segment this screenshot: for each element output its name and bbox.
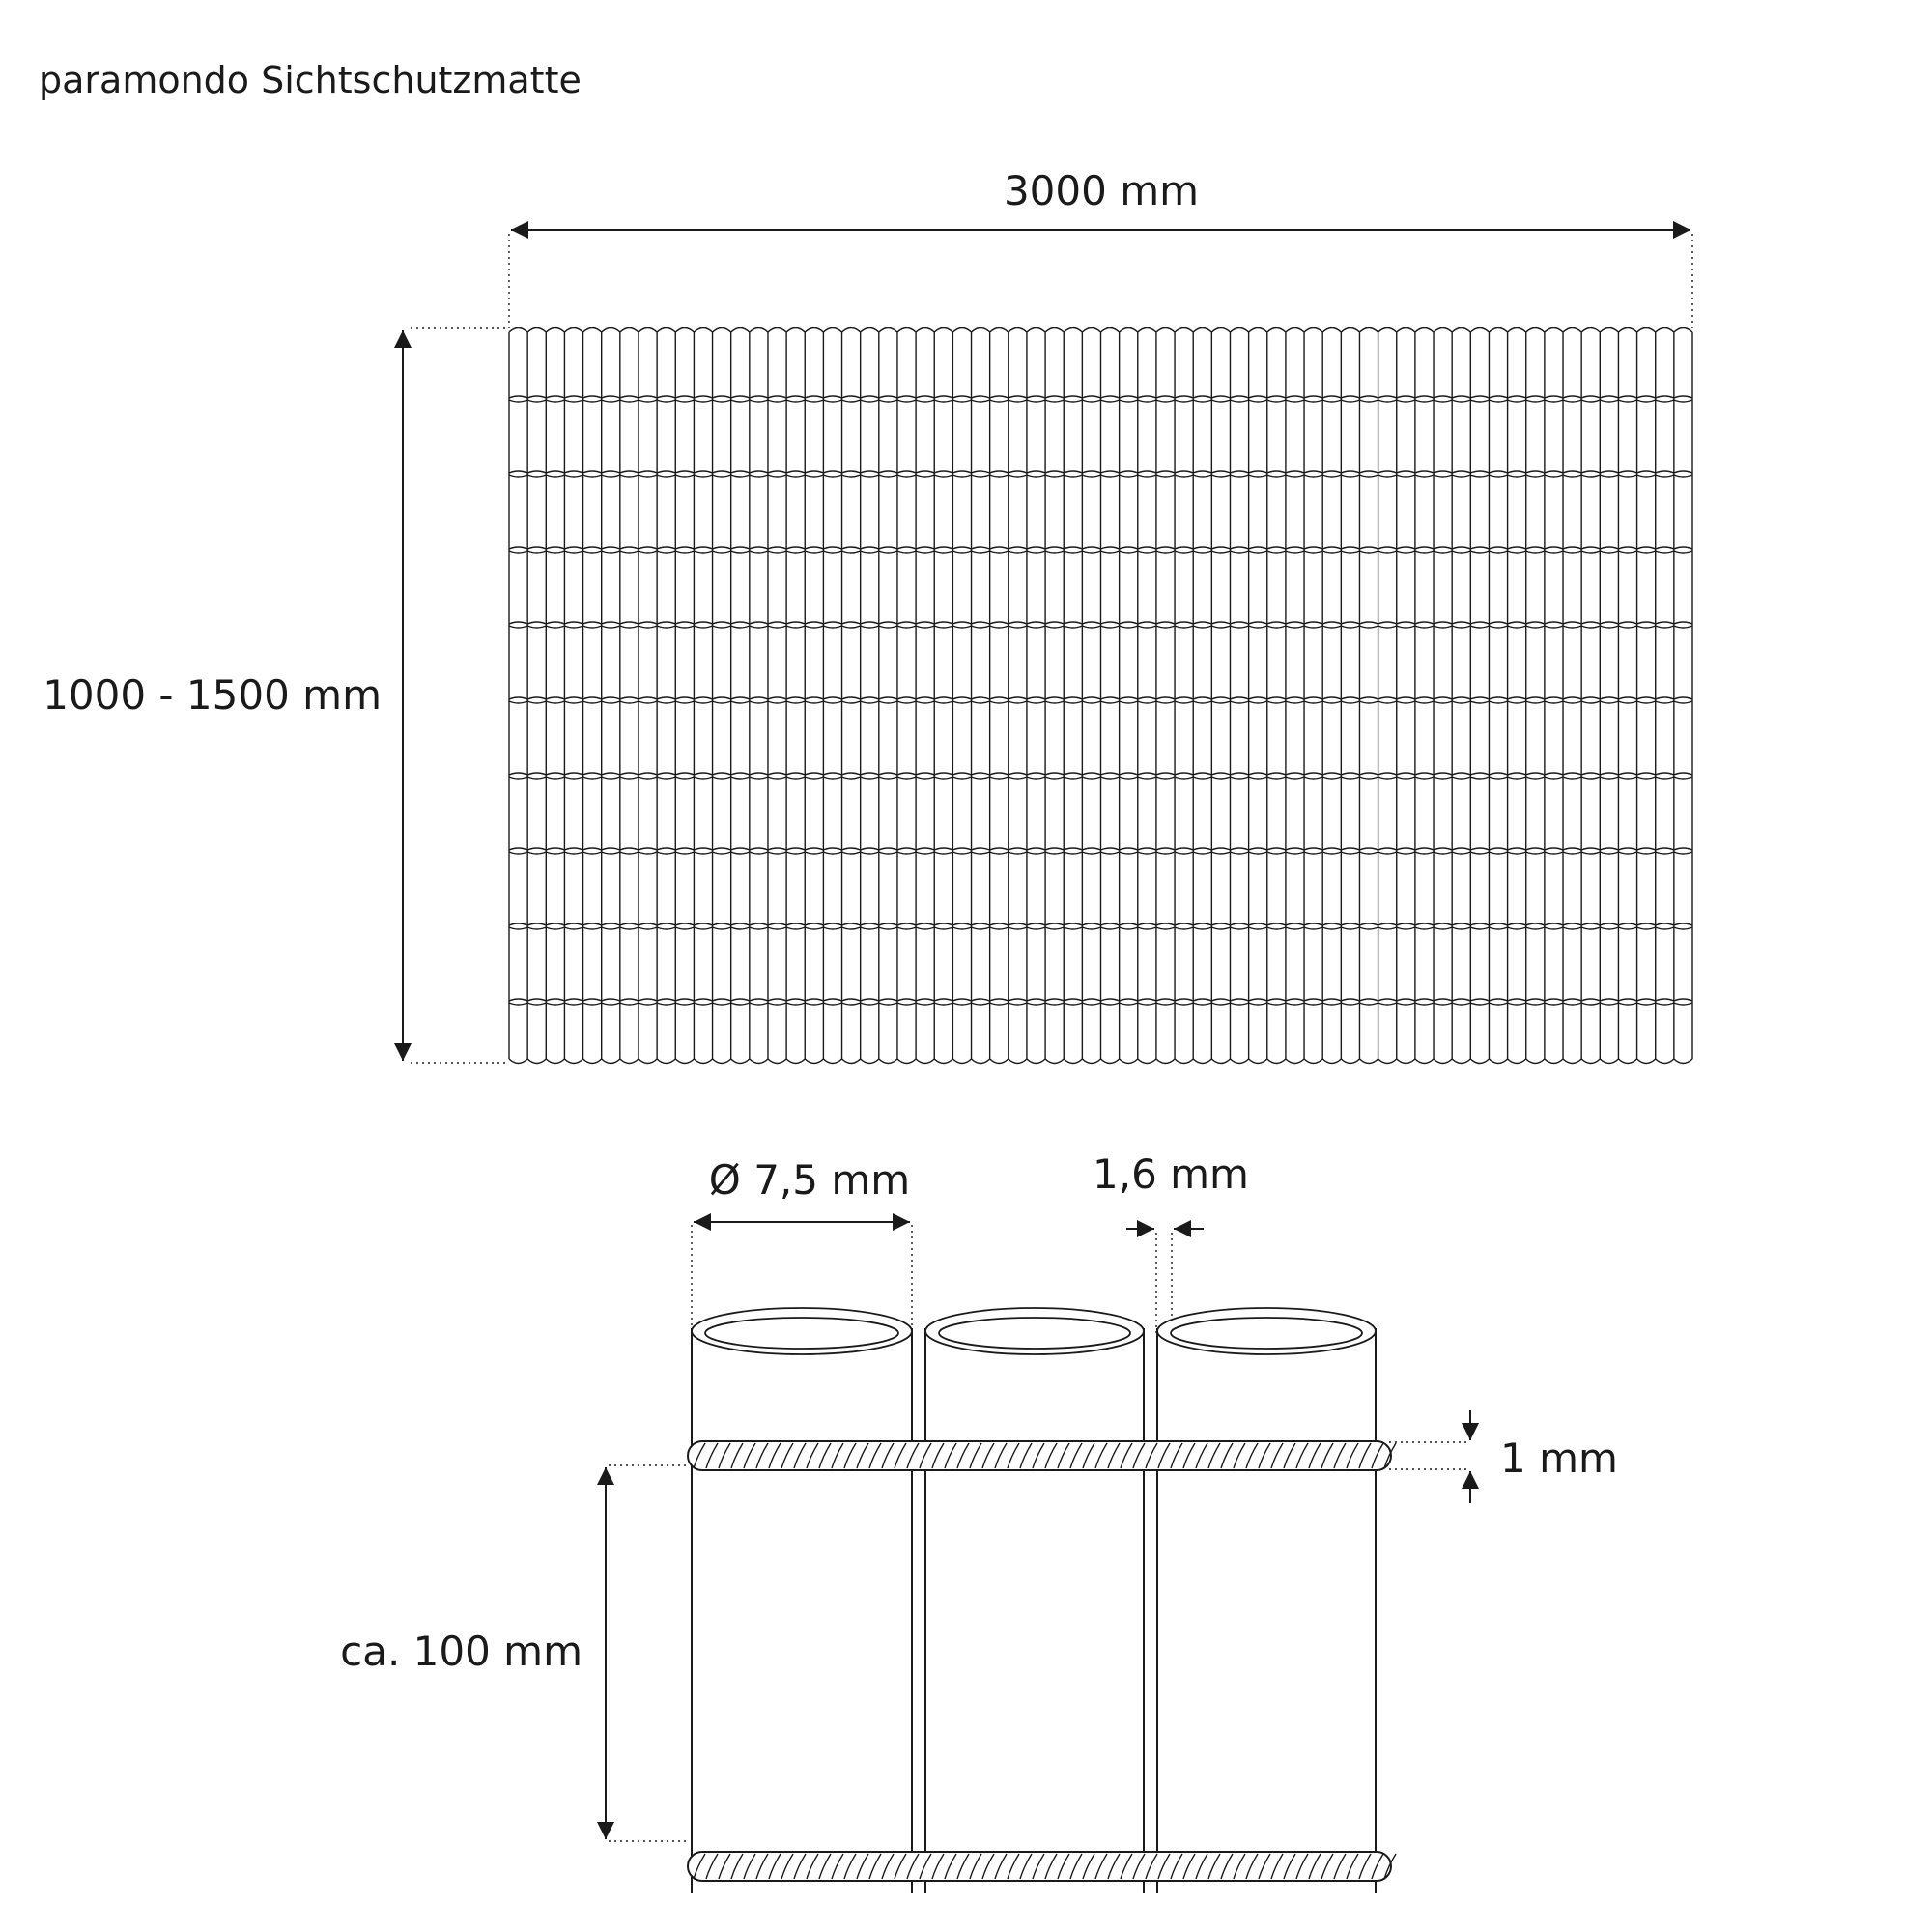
mat-overview: [43, 167, 1692, 1064]
wire-outline: [688, 1441, 1391, 1470]
tube-side-lines: [925, 1328, 1144, 1893]
twisted-wire: [688, 1441, 1396, 1470]
mat-rod-grid: [509, 328, 1692, 1064]
wire-outline: [688, 1852, 1391, 1881]
diameter-label: Ø 7,5 mm: [708, 1156, 911, 1204]
rod-tube: [925, 1308, 1144, 1893]
tube-inner-rim: [705, 1318, 898, 1349]
tube-side-lines: [692, 1328, 912, 1893]
gap-label: 1,6 mm: [1093, 1151, 1249, 1198]
spacing-label: ca. 100 mm: [340, 1628, 582, 1675]
twisted-wire: [688, 1852, 1396, 1881]
tube-inner-rim: [939, 1318, 1130, 1349]
tube-side-lines: [1157, 1328, 1376, 1893]
width-label: 3000 mm: [1003, 167, 1200, 214]
rod-tube: [692, 1308, 912, 1893]
height-label: 1000 - 1500 mm: [43, 671, 382, 719]
mat-rods: [509, 328, 1692, 1064]
tube-inner-rim: [1171, 1318, 1362, 1349]
rod-detail-view: [340, 1151, 1618, 1893]
wire-label: 1 mm: [1500, 1435, 1618, 1482]
rod-tube: [1157, 1308, 1376, 1893]
diagram-title: paramondo Sichtschutzmatte: [39, 59, 582, 101]
binding-wires: [688, 1441, 1396, 1881]
rod-tubes: [692, 1308, 1376, 1893]
